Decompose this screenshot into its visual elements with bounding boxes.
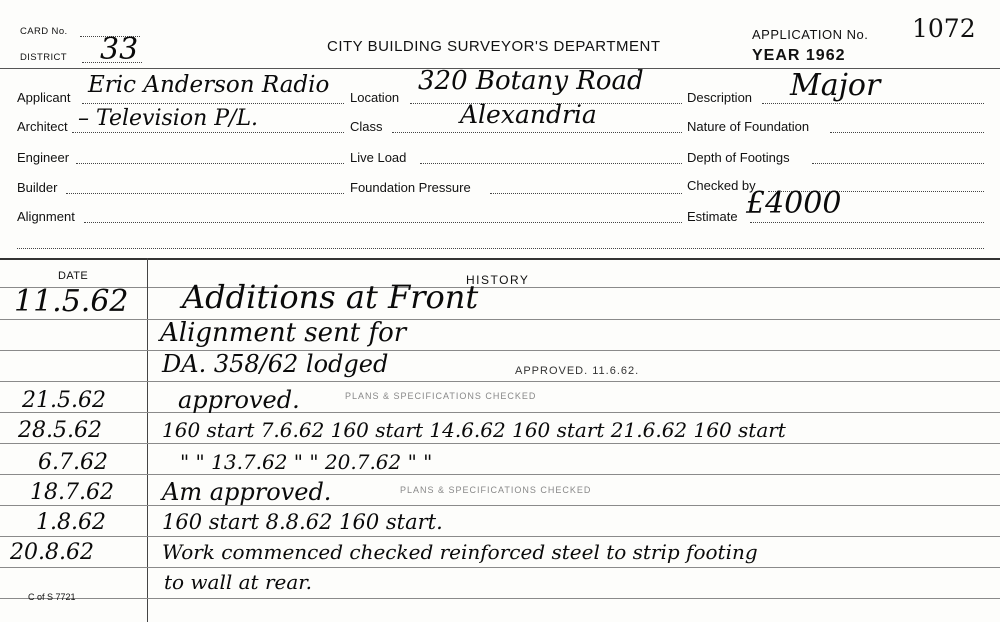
history-date: 18.7.62 — [30, 480, 114, 505]
history-entry: " " 13.7.62 " " 20.7.62 " " — [180, 450, 433, 474]
history-entry: 160 start 7.6.62 160 start 14.6.62 160 start 21.6.62 160 start — [162, 418, 786, 442]
checked-by-label: Checked by — [687, 178, 756, 193]
description-label: Description — [687, 90, 753, 105]
location-value: 320 Botany Road — [418, 66, 644, 96]
history-date: 6.7.62 — [38, 450, 108, 475]
history-date: 20.8.62 — [10, 540, 94, 565]
class-value: Alexandria — [460, 100, 597, 129]
architect-value: – Television P/L. — [78, 106, 259, 131]
live-load-label: Live Load — [350, 150, 407, 165]
history-entry: to wall at rear. — [164, 570, 312, 594]
history-date: 28.5.62 — [18, 418, 102, 443]
class-label: Class — [350, 119, 383, 134]
description-value: Major — [790, 68, 881, 103]
alignment-label: Alignment — [17, 209, 75, 224]
form-code: C of S 7721 — [28, 592, 76, 602]
department-title: CITY BUILDING SURVEYOR'S DEPARTMENT — [327, 38, 661, 55]
district-label: DISTRICT — [20, 52, 68, 63]
district-value: 33 — [100, 32, 139, 67]
estimate-label: Estimate — [687, 209, 738, 224]
nature-of-foundation-label: Nature of Foundation — [687, 119, 810, 134]
application-number: 1072 — [912, 14, 976, 43]
history-date: 11.5.62 — [14, 284, 129, 319]
depth-of-footings-label: Depth of Footings — [687, 150, 790, 165]
history-entry: approved. — [178, 386, 300, 414]
history-entry: Alignment sent for — [160, 318, 407, 348]
history-date: 21.5.62 — [22, 388, 106, 413]
builder-label: Builder — [17, 180, 58, 195]
history-rule — [0, 258, 1000, 260]
year-label: YEAR 1962 — [752, 47, 846, 64]
approved-stamp: APPROVED. 11.6.62. — [515, 365, 640, 377]
card-no-label: CARD No. — [20, 26, 68, 37]
history-entry: Am approved. — [162, 478, 332, 506]
estimate-value: £4000 — [746, 186, 842, 221]
foundation-pressure-label: Foundation Pressure — [350, 180, 471, 195]
engineer-label: Engineer — [17, 150, 70, 165]
date-header: DATE — [58, 270, 89, 282]
location-label: Location — [350, 90, 400, 105]
history-entry: 160 start 8.8.62 160 start. — [162, 510, 443, 534]
architect-label: Architect — [17, 119, 68, 134]
history-entry: Additions at Front — [182, 278, 479, 316]
checked-stamp: PLANS & SPECIFICATIONS CHECKED — [400, 485, 592, 495]
history-entry: Work commenced checked reinforced steel to strip footing — [162, 540, 758, 564]
checked-stamp: PLANS & SPECIFICATIONS CHECKED — [345, 391, 537, 401]
application-label: APPLICATION No. — [752, 27, 869, 42]
applicant-label: Applicant — [17, 90, 71, 105]
history-entry: DA. 358/62 lodged — [162, 350, 389, 378]
history-header: HISTORY — [466, 273, 530, 287]
history-date: 1.8.62 — [36, 510, 106, 535]
applicant-value: Eric Anderson Radio — [88, 72, 330, 98]
